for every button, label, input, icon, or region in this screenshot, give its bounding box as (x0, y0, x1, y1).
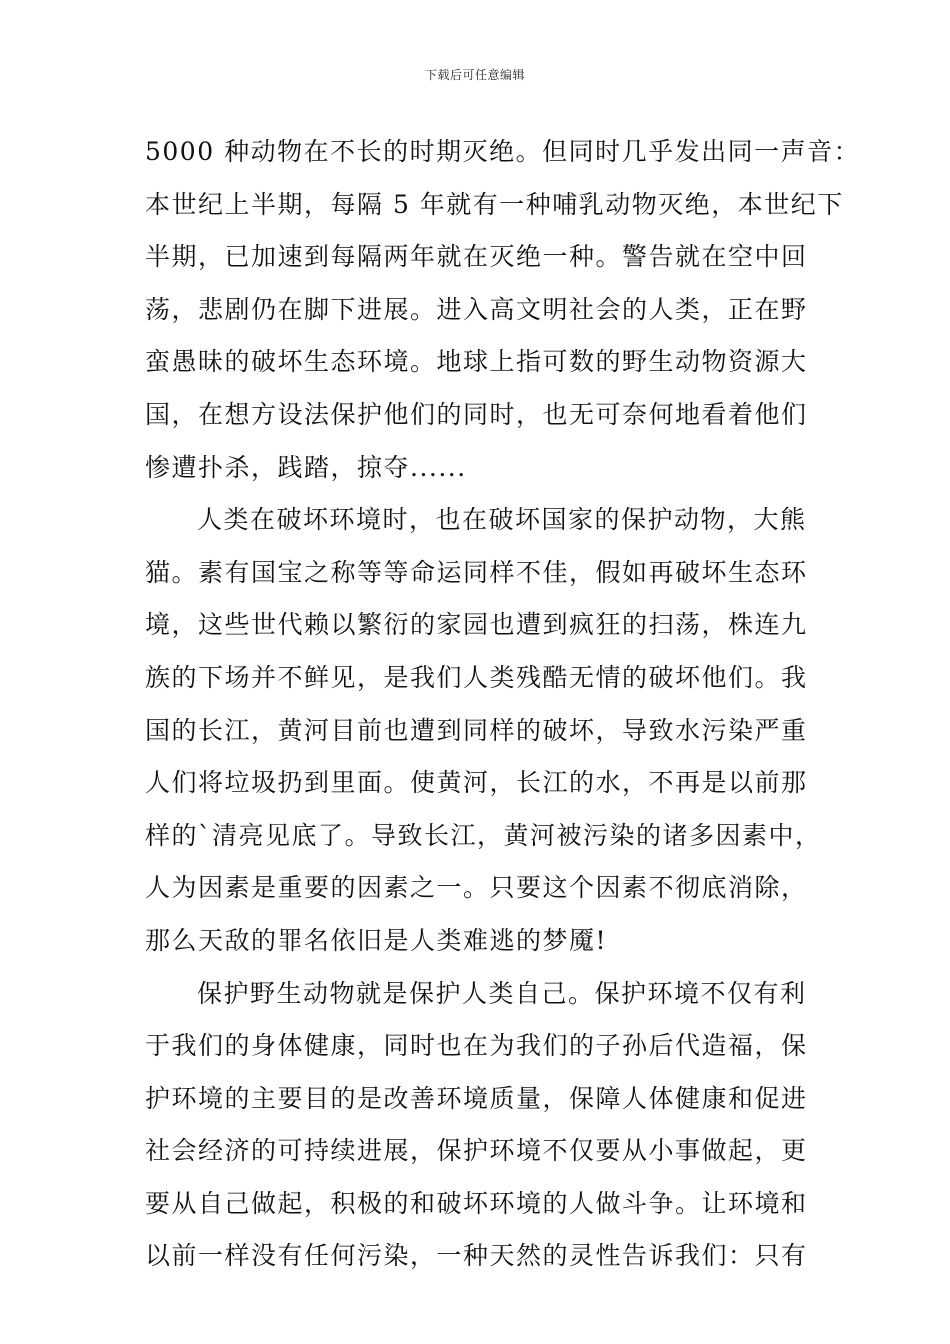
paragraph-1 (145, 126, 861, 494)
text-line: 族的下场并不鲜见，是我们人类残酷无情的破坏他们。我 (145, 662, 808, 692)
text-line: 猫。素有国宝之称等等命运同样不佳，假如再破坏生态环 (145, 557, 808, 587)
text-line: 本世纪上半期，每隔 5 年就有一种哺乳动物灭绝，本世纪下 (145, 189, 844, 219)
text-line: 样的`清亮见底了。导致长江，黄河被污染的诸多因素中， (145, 820, 822, 850)
text-line: 护环境的主要目的是改善环境质量，保障人体健康和促进 (145, 1083, 808, 1113)
text-line: 国，在想方设法保护他们的同时，也无可奈何地看着他们 (145, 399, 808, 429)
text-line: 于我们的身体健康，同时也在为我们的子孙后代造福，保 (145, 1031, 808, 1061)
text-line: 人为因素是重要的因素之一。只要这个因素不彻底消除， (145, 873, 808, 903)
text-line: 以前一样没有任何污染，一种天然的灵性告诉我们：只有 (145, 1241, 808, 1271)
text-line: 人们将垃圾扔到里面。使黄河，长江的水，不再是以前那 (145, 768, 808, 798)
text-line: 5000 种动物在不长的时期灭绝。但同时几乎发出同一声音： (145, 137, 861, 166)
text-line: 荡，悲剧仍在脚下进展。进入高文明社会的人类，正在野 (145, 294, 808, 324)
text-line: 境，这些世代赖以繁衍的家园也遭到疯狂的扫荡，株连九 (145, 610, 808, 640)
text-line: 那么天敌的罪名依旧是人类难逃的梦魇! (145, 925, 608, 955)
text-line: 半期，已加速到每隔两年就在灭绝一种。警告就在空中回 (145, 242, 808, 272)
text-line: 国的长江，黄河目前也遭到同样的破坏，导致水污染严重 (145, 715, 808, 745)
paragraph-3 (145, 968, 810, 1284)
text-line: 保护野生动物就是保护人类自己。保护环境不仅有利 (197, 978, 807, 1008)
text-line: 蛮愚昧的破坏生态环境。地球上指可数的野生动物资源大 (145, 347, 808, 377)
text-line: 人类在破坏环境时，也在破坏国家的保护动物，大熊 (197, 505, 807, 535)
document-body (145, 126, 861, 1283)
page-header: 下载后可任意编辑 (424, 68, 525, 82)
text-line: 惨遭扑杀，践踏，掠夺...... (145, 452, 467, 482)
text-line: 要从自己做起，积极的和破坏环境的人做斗争。让环境和 (145, 1188, 808, 1218)
text-line: 社会经济的可持续进展，保护环境不仅要从小事做起，更 (145, 1136, 808, 1166)
paragraph-2 (145, 494, 822, 967)
